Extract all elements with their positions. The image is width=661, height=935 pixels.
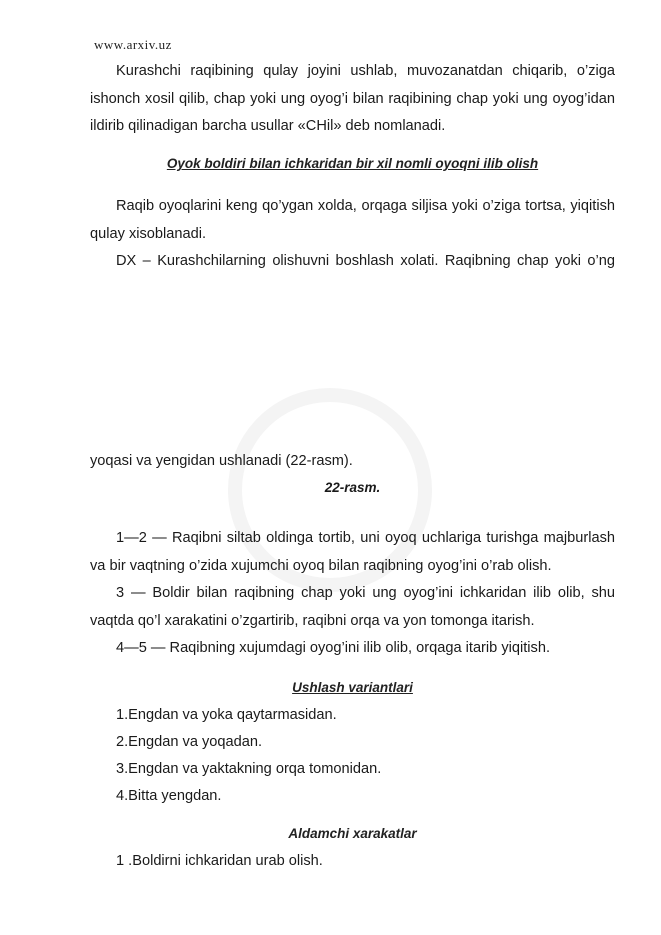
- variant-item: 4.Bitta yengdan.: [116, 788, 222, 804]
- variants-heading: Ushlash variantlari: [292, 680, 413, 695]
- variant-item: 3.Engdan va yaktakning orqa tomonidan.: [116, 761, 382, 777]
- paragraph-3: DX – Kurashchilarning olishuvni boshlash xolati. Raqibning chap yoki o’ng: [116, 253, 615, 269]
- section-heading: Oyok boldiri bilan ichkaridan bir xil nomli oyoqni ilib olish: [166, 156, 539, 171]
- step-3: 3 — Boldir bilan raqibning chap yoki ung oyog’ini ichkaridan ilib olib, shu vaqtda qo’l xarakatini o’zgartirib, raqibni orqa va yon tomonga itarish.: [90, 585, 615, 629]
- paragraph-4: yoqasi va yengidan ushlanadi (22-rasm).: [90, 453, 353, 469]
- step-4-5: 4—5 — Raqibning xujumdagi oyog’ini ilib olib, orqaga itarib yiqitish.: [116, 640, 550, 656]
- intro-paragraph: Kurashchi raqibining qulay joyini ushlab, muvozanatdan chiqarib, o’ziga ishonch xosil qilib, chap yoki ung oyog’i bilan raqibining chap yoki ung oyog’idan ildirib qilinadigan barcha usullar «CHil» deb nomlanadi.: [90, 63, 615, 134]
- site-header: www.arxiv.uz: [94, 37, 172, 52]
- paragraph-2: Raqib oyoqlarini keng qo’ygan xolda, orqaga siljisa yoki o’ziga tortsa, yiqitish qulay xisoblanadi.: [90, 198, 615, 242]
- figure-caption: 22-rasm.: [324, 480, 381, 495]
- feints-heading: Aldamchi xarakatlar: [288, 826, 417, 841]
- variant-item: 1.Engdan va yoka qaytarmasidan.: [116, 707, 337, 723]
- step-1-2: 1—2 — Raqibni siltab oldinga tortib, uni oyoq uchlariga turishga majburlash va bir vaqtning o’zida xujumchi oyoq bilan raqibning oyog’ini o’rab olish.: [90, 530, 615, 574]
- variant-item: 2.Engdan va yoqadan.: [116, 734, 263, 750]
- feint-item: 1 .Boldirni ichkaridan urab olish.: [116, 853, 323, 869]
